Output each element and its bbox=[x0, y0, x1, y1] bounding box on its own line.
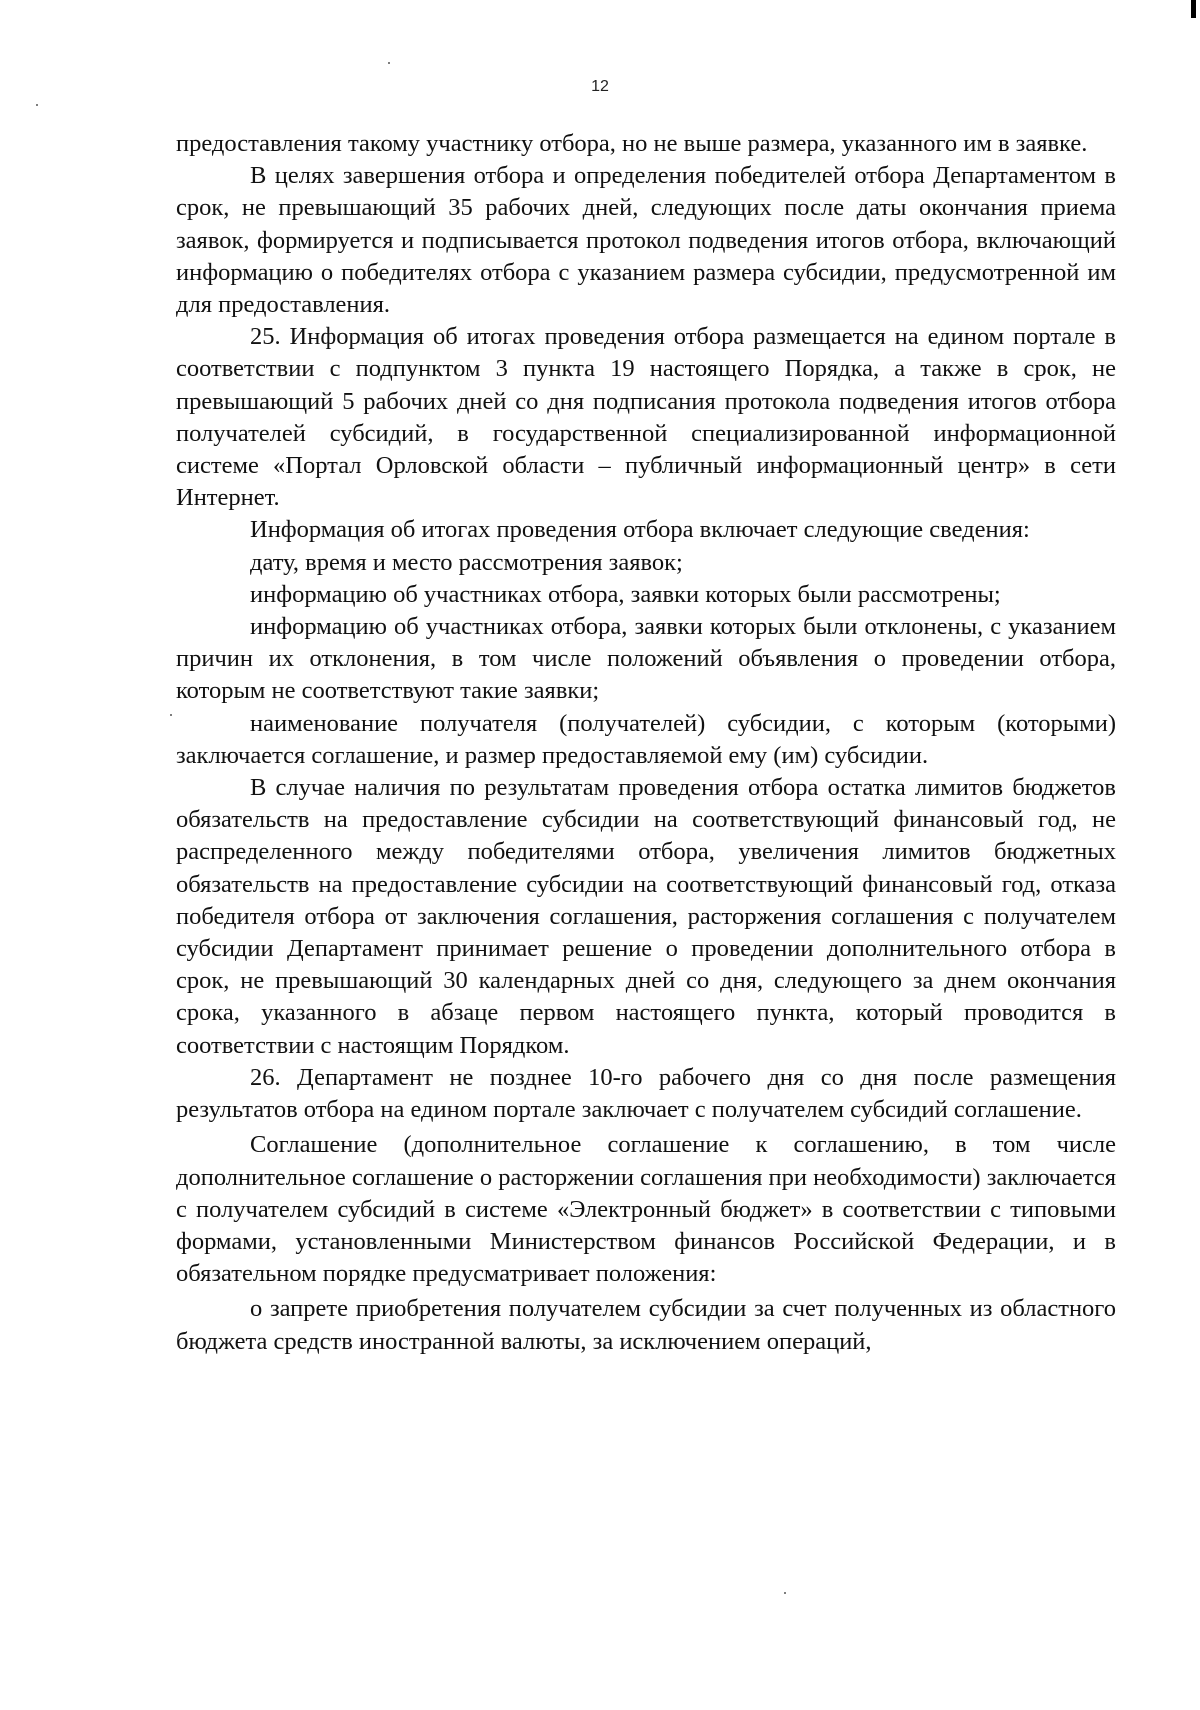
paragraph: 25. Информация об итогах проведения отбора размещается на едином портале в соответствии с подпунктом 3 пункта 19 настоящего Порядка, а также в срок, не превышающий 5 рабочих дней со дня подписания протокола подведения итогов отбора получателей субсидий, в государственной специализированной информационной системе «Портал Орловской области – публичный информационный центр» в сети Интернет. bbox=[176, 323, 1116, 512]
list-item: наименование получателя (получателей) субсидии, с которым (которыми) заключается соглашение, и размер предоставляемой ему (им) субсидии. bbox=[176, 709, 1116, 769]
list-item: информацию об участниках отбора, заявки которых были отклонены, с указанием причин их отклонения, в том числе положений объявления о проведении отбора, которым не соответствуют такие заявки; bbox=[176, 613, 1116, 705]
page-number: 12 bbox=[591, 78, 609, 95]
scan-edge-mark bbox=[1191, 0, 1196, 18]
scan-speck bbox=[36, 104, 38, 106]
paragraph: Информация об итогах проведения отбора включает следующие сведения: bbox=[250, 516, 1030, 544]
paragraph: о запрете приобретения получателем субсидии за счет полученных из областного бюджета средств иностранной валюты, за исключением операций, bbox=[176, 1295, 1116, 1355]
scan-speck bbox=[784, 1592, 786, 1594]
paragraph: Соглашение (дополнительное соглашение к соглашению, в том числе дополнительное соглашение о расторжении соглашения при необходимости) заключается с получателем субсидий в системе «Электронный бюджет» в соответствии с типовыми формами, установленными Министерством финансов Российской Федерации, и в обязательном порядке предусматривает положения: bbox=[176, 1131, 1116, 1288]
body-text bbox=[176, 128, 1116, 1358]
paragraph: 26. Департамент не позднее 10-го рабочего дня со дня после размещения результатов отбора на едином портале заключает с получателем субсидий соглашение. bbox=[176, 1063, 1116, 1124]
scan-speck bbox=[388, 62, 390, 64]
paragraph: В целях завершения отбора и определения победителей отбора Департаментом в срок, не превышающий 35 рабочих дней, следующих после даты окончания приема заявок, формируется и подписывается протокол подведения итогов отбора, включающий информацию о победителях отбора с указанием размера субсидии, предусмотренной им для предоставления. bbox=[176, 162, 1116, 319]
scan-speck bbox=[170, 714, 172, 716]
list-item: информацию об участниках отбора, заявки которых были рассмотрены; bbox=[250, 580, 1001, 608]
paragraph: предоставления такому участнику отбора, но не выше размера, указанного им в заявке. bbox=[176, 130, 1088, 157]
paragraph: В случае наличия по результатам проведения отбора остатка лимитов бюджетов обязательств на предоставление субсидии на соответствующий финансовый год, не распределенного между победителями отбора, увеличения лимитов бюджетных обязательств на предоставление субсидии на соответствующий финансовый год, отказа победителя отбора от заключения соглашения, расторжения соглашения с получателем субсидии Департамент принимает решение о проведении дополнительного отбора в срок, не превышающий 30 календарных дней со дня, следующего за днем окончания срока, указанного в абзаце первом настоящего пункта, который проводится в соответствии с настоящим Порядком. bbox=[176, 774, 1116, 1059]
list-item: дату, время и место рассмотрения заявок; bbox=[250, 548, 683, 576]
